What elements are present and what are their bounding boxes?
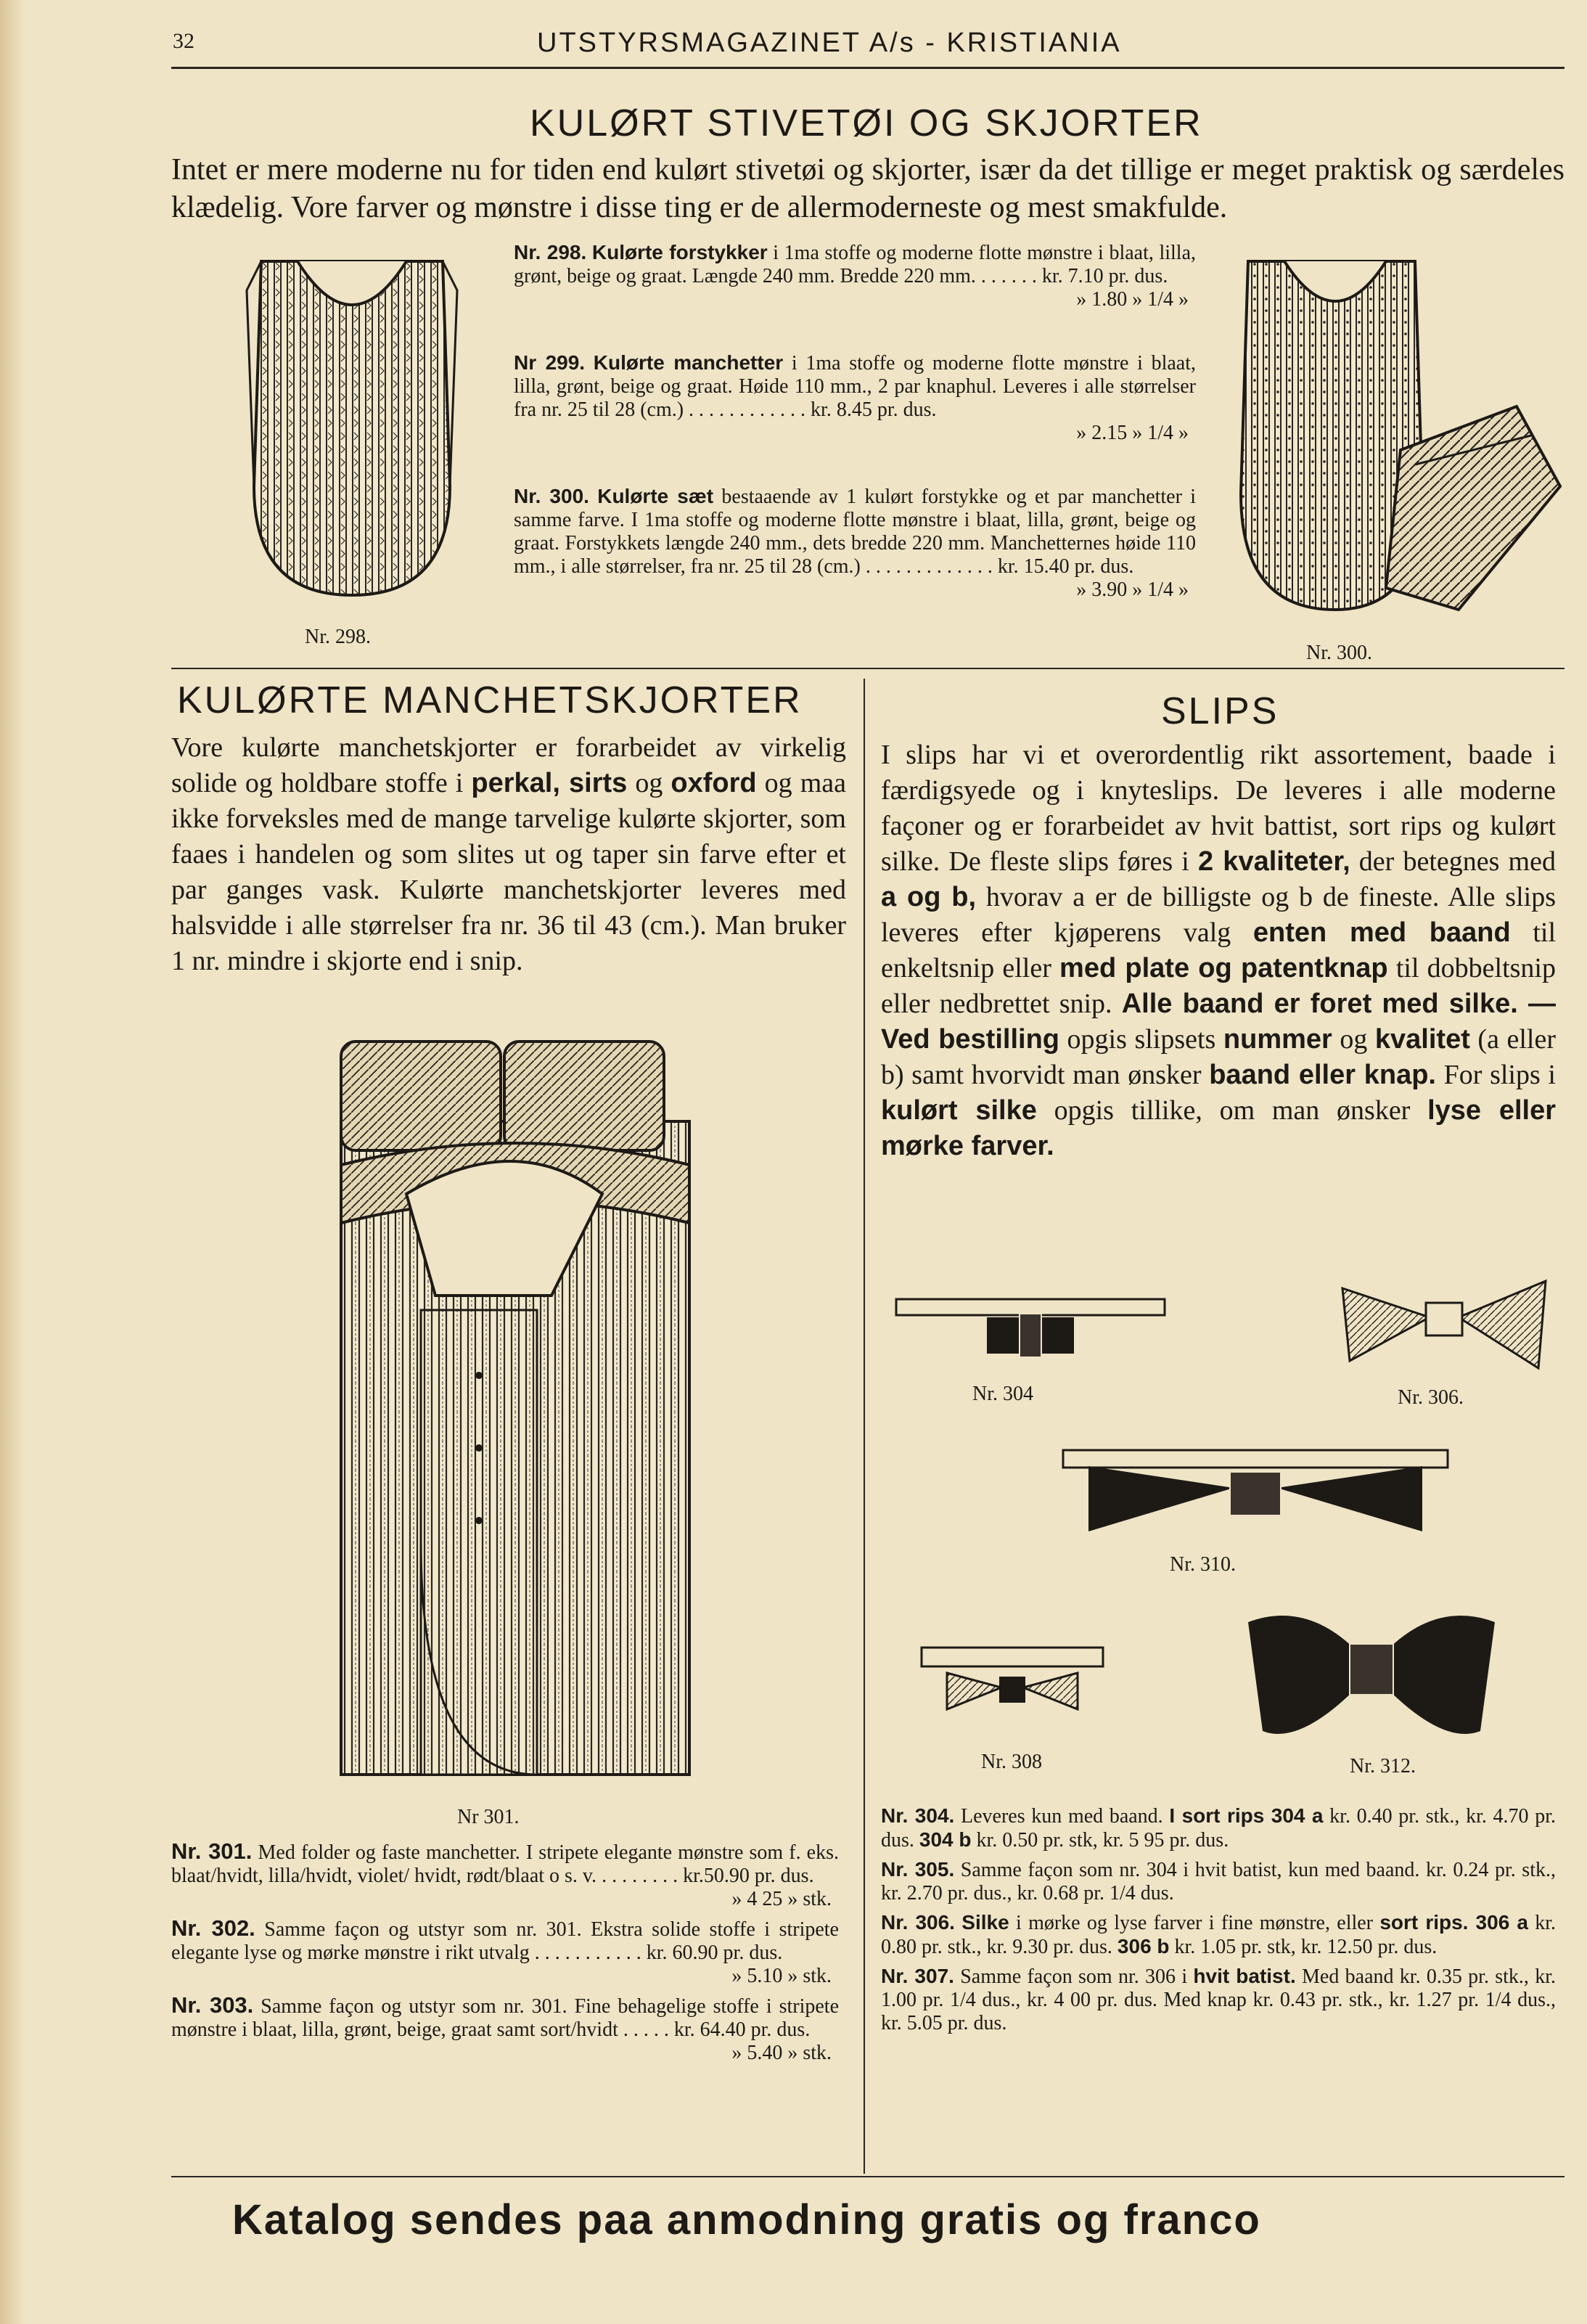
section-title-manchetskjorter: KULØRTE MANCHETSKJORTER — [177, 679, 803, 721]
product-301-block — [171, 1840, 839, 1911]
footer-catalog-notice: Katalog sendes paa anmodning gratis og franco — [232, 2196, 1261, 2243]
product-299-name: Kulørte manchetter — [593, 351, 784, 374]
product-298-block — [514, 241, 1196, 311]
product-306-block: Nr. 306. Silke i mørke og lyse farver i fine mønstre, eller sort rips. 306 a kr. 0.80 pr. stk., kr. 9.30 pr. dus. 306 b kr. 1.05 pr. stk, kr. 12.50 pr. dus. — [881, 1911, 1557, 1958]
product-300-name: Kulørte sæt — [597, 485, 714, 507]
tie-304-illustration — [893, 1285, 1168, 1364]
product-298-name: Kulørte forstykker — [591, 241, 768, 263]
tie-312-illustration — [1241, 1593, 1502, 1753]
product-303-nr: Nr. 303. — [171, 1992, 254, 2018]
product-300-nr: Nr. 300. — [514, 485, 589, 507]
header-rule — [171, 67, 1565, 69]
product-299-price-quarter: » 2.15 » 1/4 » — [1076, 422, 1189, 444]
product-298-price-quarter: » 1.80 » 1/4 » — [1076, 288, 1189, 311]
product-300-price-quarter: » 3.90 » 1/4 » — [1076, 578, 1189, 601]
tie-306-illustration — [1335, 1267, 1553, 1375]
manchetskjorter-paragraph — [171, 730, 846, 979]
tie-310-illustration — [1059, 1437, 1451, 1553]
product-303-text: Samme façon og utstyr som nr. 301. Fine behagelige stoffe i stripete mønstre i blaat, lilla, grønt, beige, graat samt sort/hvidt . . . . . kr. 64.40 pr. dus. — [171, 1995, 839, 2041]
product-301-price-stk: » 4 25 » stk. — [731, 1888, 832, 1910]
product-298-text: i 1ma stoffe og moderne flotte mønstre i blaat, lilla, grønt, beige og graat. Længde 240 mm. Bredde 220 mm. . . . . . . kr. 7.10 pr. dus. — [514, 242, 1197, 287]
caption-301: Nr 301. — [457, 1806, 520, 1828]
page-header-title: UTSTYRSMAGAZINET A/s - KRISTIANIA — [537, 28, 1122, 58]
product-302-nr: Nr. 302. — [171, 1915, 255, 1941]
caption-298: Nr. 298. — [305, 626, 371, 648]
product-307-block: Nr. 307. Samme façon som nr. 306 i hvit batist. Med baand kr. 0.35 pr. stk., kr. 1.00 pr. 1/4 dus., kr. 4 00 pr. dus. Med knap kr. 0.43 pr. stk., kr. 1.27 pr. 1/4 dus., kr. 5.05 pr. dus. — [881, 1965, 1556, 2034]
intro-paragraph: Intet er mere moderne nu for tiden end kulørt stivetøi og skjorter, især da det tillige er meget praktisk og særdeles klædelig. Vore farver og mønstre i disse ting er de allermoderneste og mest smakfulde. — [171, 153, 1565, 224]
slips-text: I slips har vi et overordentlig rikt assortement, baade i færdigsyede og i knyteslips. De leveres i alle moderne façoner og er forarbeidet av hvit battist, sort rips og kulørt silke. De fleste slips føres i 2 kvaliteter, der betegnes med a og b, hvorav a er de billigste og b de fineste. Alle slips leveres efter kjøperens valg enten med baand til enkeltsnip eller med plate og patentknap til dobbeltsnip eller nedbrettet snip. Alle baand er foret med silke. — Ved bestilling opgis slipsets nummer og kvalitet (a eller b) samt hvorvidt man ønsker baand eller knap. For slips i kulørt silke opgis tillike, om man ønsker lyse eller mørke farver. — [881, 740, 1557, 1161]
shirt-301-illustration — [334, 1034, 697, 1789]
manchetskjorter-text: Vore kulørte manchetskjorter er forarbeidet av virkelig solide og holdbare stoffe i perkal, sirts og oxford og maa ikke forveksles med de mange tarvelige kulørte skjorter, som faaes i handelen og som slites ut og taper sin farve efter et par ganges vask. Kulørte manchetskjorter leveres med halsvidde i alle størrelser fra nr. 36 til 43 (cm.). Man bruker 1 nr. mindre i skjorte end i snip. — [171, 732, 847, 976]
collar-front-298-illustration — [232, 247, 472, 610]
product-300-block — [514, 485, 1196, 602]
page-number: 32 — [173, 29, 194, 53]
caption-304: Nr. 304 — [972, 1383, 1033, 1405]
caption-300: Nr. 300. — [1306, 642, 1372, 664]
product-299-block — [514, 351, 1196, 445]
shirt-items-list — [171, 1840, 839, 2071]
tie-items-list — [881, 1804, 1556, 2041]
product-301-text: Med folder og faste manchetter. I stripete elegante mønstre som f. eks. blaat/hvidt, lilla/hvidt, violet/ hvidt, rødt/blaat o s. v. . . . . . . . . kr.50.90 pr. dus. — [171, 1841, 840, 1887]
product-302-block — [171, 1917, 839, 1988]
section-title-stivetoi: KULØRT STIVETØI OG SKJORTER — [530, 102, 1203, 144]
product-300-text: bestaaende av 1 kulørt forstykke og et par manchetter i samme farve. I 1ma stoffe og moderne flotte mønstre i blaat, lilla, grønt, beige og graat. Forstykkets længde 240 mm., dets bredde 220 mm. Manchetternes høide 110 mm., i alle størrelser, fra nr. 25 til 28 (cm.) . . . . . . . . . . . . . kr. 15.40 pr. dus. — [514, 486, 1196, 578]
section-title-slips: SLIPS — [1161, 690, 1279, 732]
product-301-nr: Nr. 301. — [171, 1838, 253, 1864]
slips-paragraph — [881, 737, 1556, 1164]
caption-306: Nr. 306. — [1398, 1386, 1464, 1409]
product-298-nr: Nr. 298. — [514, 241, 587, 263]
product-303-block — [171, 1994, 839, 2065]
collar-set-300-illustration — [1226, 247, 1567, 639]
product-302-price-stk: » 5.10 » stk. — [731, 1965, 832, 1987]
caption-310: Nr. 310. — [1170, 1553, 1236, 1576]
product-302-text: Samme façon og utstyr som nr. 301. Ekstra solide stoffe i stripete elegante lyse og mørke mønstre i rikt utvalg . . . . . . . . . . . kr. 60.90 pr. dus. — [171, 1918, 839, 1964]
column-divider — [864, 679, 865, 2174]
product-299-text: i 1ma stoffe og moderne flotte mønstre i blaat, lilla, grønt, beige og graat. Høide 110 mm., 2 par knaphul. Leveres i alle størrelser fra nr. 25 til 28 (cm.) . . . . . . . . . . . . kr. 8.45 pr. dus. — [514, 352, 1196, 421]
caption-308: Nr. 308 — [981, 1751, 1042, 1773]
caption-312: Nr. 312. — [1350, 1755, 1416, 1777]
page-edge — [0, 0, 25, 2324]
product-303-price-stk: » 5.40 » stk. — [731, 2042, 832, 2064]
tie-308-illustration — [918, 1640, 1107, 1735]
product-305-block: Nr. 305. Samme façon som nr. 304 i hvit batist, kun med baand. kr. 0.24 pr. stk., kr. 2.70 pr. dus., kr. 0.68 pr. 1/4 dus. — [881, 1858, 1556, 1904]
product-299-nr: Nr 299. — [514, 351, 586, 374]
product-304-block: Nr. 304. Leveres kun med baand. I sort rips 304 a kr. 0.40 pr. stk., kr. 4.70 pr. dus. 304 b kr. 0.50 pr. stk, kr. 5 95 pr. dus. — [881, 1804, 1557, 1852]
footer-rule — [171, 2176, 1565, 2177]
section-rule — [171, 668, 1565, 669]
